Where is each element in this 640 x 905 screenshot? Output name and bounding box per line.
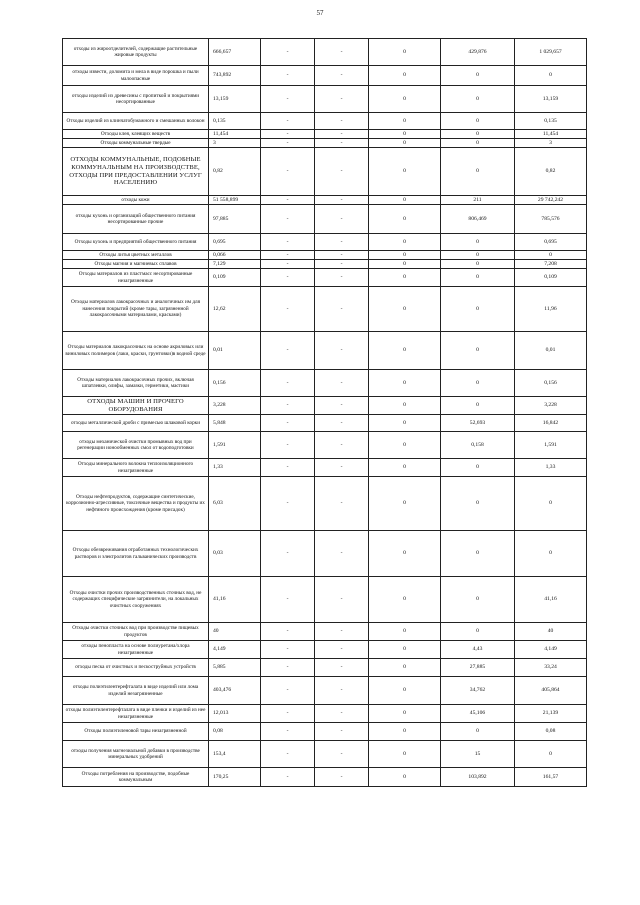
table-row [63,768,587,787]
value-cell: 0 [369,66,441,86]
value-cell: - [261,677,315,705]
value-cell: 97,885 [209,205,261,234]
table-row [63,677,587,705]
value-cell: 0 [369,641,441,659]
value-cell: 45,106 [441,705,515,723]
value-cell: - [261,113,315,130]
waste-name-cell: отходы из жироотделителей, содержащие растительные жировые продукты [63,39,209,66]
waste-name-cell: отходы механической очистки промывных вод при регенерации ионообменных смол от водоподготовки [63,432,209,459]
value-cell: - [315,139,369,148]
value-cell: 0,109 [515,269,587,287]
value-cell: - [261,269,315,287]
value-cell: 0,158 [441,432,515,459]
value-cell: - [261,741,315,768]
value-cell: 0,08 [209,723,261,741]
table-row [63,66,587,86]
value-cell: - [261,623,315,641]
value-cell: - [315,66,369,86]
waste-name-cell: отходы кухонь и организаций общественного питания несортированные прочие [63,205,209,234]
waste-name-cell: отходы полиэтилентерефталата в виде пленки и изделий из нее незагрязненные [63,705,209,723]
table-row [63,260,587,269]
value-cell: 211 [441,196,515,205]
table-row [63,477,587,531]
table-row [63,269,587,287]
value-cell: 0 [441,251,515,260]
value-cell: - [315,196,369,205]
value-cell: 0,01 [515,332,587,370]
value-cell: 34,762 [441,677,515,705]
value-cell: - [315,768,369,787]
table-row [63,577,587,623]
waste-table [62,38,587,787]
waste-name-cell: Отходы очистки сточных вод при производстве пищевых продуктов [63,623,209,641]
waste-name-cell: отходы кожи [63,196,209,205]
value-cell: - [261,705,315,723]
value-cell: - [315,205,369,234]
waste-name-cell: Отходы материалов лакокрасочных и аналогичных им для нанесения покрытий (кроме тары, загрязненной лакокрасочными материалами, красками) [63,287,209,332]
value-cell: 0 [369,269,441,287]
value-cell: 12,013 [209,705,261,723]
value-cell: 0 [515,741,587,768]
value-cell: 666,657 [209,39,261,66]
value-cell: 0 [369,86,441,113]
value-cell: - [261,577,315,623]
value-cell: 0,695 [209,234,261,251]
value-cell: 0,695 [515,234,587,251]
value-cell: 5,848 [209,415,261,432]
value-cell: 1,591 [209,432,261,459]
value-cell: 0 [369,768,441,787]
value-cell: 40 [209,623,261,641]
value-cell: 0 [441,623,515,641]
value-cell: - [315,251,369,260]
value-cell: 153,4 [209,741,261,768]
value-cell: 0,08 [515,723,587,741]
value-cell: 403,476 [209,677,261,705]
table-row [63,415,587,432]
value-cell: 0 [369,677,441,705]
value-cell: 41,16 [209,577,261,623]
waste-name-cell: отходы металлической дроби с примесью шлаковой корки [63,415,209,432]
value-cell: 21,139 [515,705,587,723]
value-cell: - [261,768,315,787]
value-cell: 0,156 [209,370,261,397]
value-cell: 13,159 [515,86,587,113]
value-cell: 103,892 [441,768,515,787]
value-cell: 0 [441,148,515,196]
waste-name-cell: Отходы литья цветных металлов [63,251,209,260]
waste-name-cell: Отходы материалов лакокрасочных на основе акриловых или виниловых полимеров (лаки, краски, грунтовки)в водной среде [63,332,209,370]
value-cell: - [261,641,315,659]
waste-name-cell: Отходы полиэтиленовой тары незагрязненной [63,723,209,741]
value-cell: 41,16 [515,577,587,623]
table-row [63,623,587,641]
table-row [63,723,587,741]
value-cell: 743,892 [209,66,261,86]
value-cell: - [315,577,369,623]
waste-name-cell: ОТХОДЫ КОММУНАЛЬНЫЕ, ПОДОБНЫЕ КОММУНАЛЬНЫМ НА ПРОИЗВОДСТВЕ, ОТХОДЫ ПРИ ПРЕДОСТАВЛЕНИИ УСЛУГ НАСЕЛЕНИЮ [63,148,209,196]
value-cell: - [315,459,369,477]
table-row [63,234,587,251]
value-cell: - [315,287,369,332]
value-cell: 0,82 [209,148,261,196]
table-row [63,130,587,139]
value-cell: 0 [441,577,515,623]
value-cell: - [315,39,369,66]
table-row [63,148,587,196]
value-cell: 0 [441,130,515,139]
value-cell: - [261,251,315,260]
value-cell: 0 [369,741,441,768]
value-cell: 0,156 [515,370,587,397]
value-cell: 4,149 [209,641,261,659]
value-cell: 0 [369,234,441,251]
value-cell: - [315,477,369,531]
value-cell: 0 [369,370,441,397]
value-cell: 0 [441,260,515,269]
waste-name-cell: отходы песка от очистных и пескоструйных устройств [63,659,209,677]
table-row [63,432,587,459]
value-cell: 0 [441,113,515,130]
waste-name-cell: Отходы кухонь и предприятий общественного питания [63,234,209,251]
value-cell: 1 029,657 [515,39,587,66]
value-cell: 0 [369,113,441,130]
value-cell: 405,864 [515,677,587,705]
waste-name-cell: ОТХОДЫ МАШИН И ПРОЧЕГО ОБОРУДОВАНИЯ [63,397,209,415]
table-row [63,332,587,370]
value-cell: 4,149 [515,641,587,659]
value-cell: 52,693 [441,415,515,432]
value-cell: - [315,113,369,130]
table-row [63,397,587,415]
value-cell: 0 [441,332,515,370]
table-row [63,287,587,332]
value-cell: - [315,397,369,415]
waste-name-cell: отходы изделий из древесины с пропиткой и покрытиями несортированные [63,86,209,113]
value-cell: 3 [209,139,261,148]
value-cell: 0,135 [209,113,261,130]
waste-name-cell: Отходы изделий из клинчатобумажного и смешанных волокон [63,113,209,130]
value-cell: - [315,86,369,113]
value-cell: - [315,677,369,705]
value-cell: - [261,477,315,531]
value-cell: 0 [515,477,587,531]
value-cell: 0 [441,66,515,86]
value-cell: 0 [441,531,515,577]
value-cell: 0 [441,287,515,332]
value-cell: - [261,205,315,234]
value-cell: 0 [369,332,441,370]
value-cell: 161,57 [515,768,587,787]
table-row [63,370,587,397]
value-cell: - [261,370,315,397]
value-cell: - [315,531,369,577]
value-cell: 51 558,899 [209,196,261,205]
table-row [63,39,587,66]
waste-name-cell: Отходы обезвреживания отработанных технологических растворов и электролитов гальванических производств [63,531,209,577]
value-cell: 0 [369,659,441,677]
value-cell: 0 [515,531,587,577]
value-cell: - [261,432,315,459]
value-cell: 12,62 [209,287,261,332]
value-cell: 1,33 [515,459,587,477]
value-cell: - [315,432,369,459]
value-cell: 0 [369,477,441,531]
table-row [63,641,587,659]
value-cell: - [315,741,369,768]
value-cell: - [315,641,369,659]
value-cell: 3 [515,139,587,148]
value-cell: - [261,332,315,370]
value-cell: 1,33 [209,459,261,477]
value-cell: 0 [441,459,515,477]
value-cell: - [315,659,369,677]
value-cell: 0 [369,251,441,260]
value-cell: - [261,415,315,432]
waste-name-cell: Отходы материалов из пластмасс несортированные незагрязненные [63,269,209,287]
value-cell: 429,876 [441,39,515,66]
table-row [63,139,587,148]
value-cell: 0,066 [209,251,261,260]
value-cell: 0 [441,477,515,531]
value-cell: 15 [441,741,515,768]
value-cell: - [261,260,315,269]
value-cell: 0 [369,415,441,432]
waste-name-cell: Отходы материалов лакокрасочных прочих, включая шпатлевки, олифы, замазки, герметики, мастики [63,370,209,397]
value-cell: 40 [515,623,587,641]
waste-name-cell: Отходы потребления на производстве, подобные коммунальным [63,768,209,787]
value-cell: - [261,531,315,577]
value-cell: 0 [369,139,441,148]
value-cell: - [261,139,315,148]
value-cell: 0 [369,705,441,723]
value-cell: 0 [369,397,441,415]
value-cell: 0 [369,130,441,139]
table-row [63,531,587,577]
value-cell: 0 [369,623,441,641]
value-cell: - [261,39,315,66]
value-cell: - [261,659,315,677]
waste-name-cell: Отходы клея, клеящих веществ [63,130,209,139]
waste-name-cell: отходы полиэтилентерефталата в виде изделий или лома изделий незагрязненные [63,677,209,705]
value-cell: - [261,66,315,86]
waste-name-cell: Отходы коммунальные твердые [63,139,209,148]
value-cell: - [315,370,369,397]
waste-name-cell: отходы извести, доломита и мела в виде порошка и пыли малоопасные [63,66,209,86]
value-cell: 806,469 [441,205,515,234]
value-cell: - [315,723,369,741]
value-cell: - [315,623,369,641]
value-cell: 0 [441,370,515,397]
value-cell: 0 [441,86,515,113]
value-cell: 3,228 [209,397,261,415]
value-cell: 11,96 [515,287,587,332]
value-cell: 0 [369,39,441,66]
table-row [63,86,587,113]
value-cell: 11,454 [209,130,261,139]
value-cell: 0 [369,196,441,205]
value-cell: - [315,130,369,139]
waste-name-cell: Отходы магния и магниевых сплавов [63,260,209,269]
value-cell: 1,591 [515,432,587,459]
page-number: 57 [316,9,324,17]
value-cell: 0 [369,432,441,459]
value-cell: - [315,148,369,196]
value-cell: 0 [441,723,515,741]
value-cell: - [261,459,315,477]
value-cell: 29 742,242 [515,196,587,205]
value-cell: 0 [369,459,441,477]
waste-name-cell: Отходы очистки прочих производственных сточных вод, не содержащих специфические загрязнители, на локальных очистных сооружениях [63,577,209,623]
waste-name-cell: Отходы минерального волокна теплоизоляционного незагрязненные [63,459,209,477]
value-cell: 4,43 [441,641,515,659]
value-cell: - [261,397,315,415]
value-cell: 0 [369,287,441,332]
value-cell: 0 [441,234,515,251]
value-cell: - [315,260,369,269]
value-cell: - [315,269,369,287]
value-cell: - [261,148,315,196]
value-cell: 7,208 [515,260,587,269]
value-cell: 27,885 [441,659,515,677]
table-row [63,205,587,234]
value-cell: 7,129 [209,260,261,269]
value-cell: 13,159 [209,86,261,113]
value-cell: 0 [369,260,441,269]
value-cell: 6,03 [209,477,261,531]
value-cell: - [261,196,315,205]
table-row [63,741,587,768]
waste-name-cell: отходы пенопласта на основе полиуретана/хлора незагрязненные [63,641,209,659]
value-cell: 3,228 [515,397,587,415]
value-cell: - [315,234,369,251]
value-cell: 0 [369,531,441,577]
value-cell: 0 [441,269,515,287]
value-cell: - [261,287,315,332]
value-cell: - [315,705,369,723]
value-cell: - [261,723,315,741]
value-cell: 0 [369,577,441,623]
value-cell: 0,03 [209,531,261,577]
value-cell: - [261,234,315,251]
value-cell: 0,01 [209,332,261,370]
value-cell: - [261,86,315,113]
value-cell: 0 [369,148,441,196]
value-cell: 0,82 [515,148,587,196]
value-cell: 0,135 [515,113,587,130]
value-cell: 170,25 [209,768,261,787]
value-cell: 0 [515,251,587,260]
table-row [63,113,587,130]
waste-name-cell: отходы получения магнезиальной добавки в производстве минеральных удобрений [63,741,209,768]
value-cell: 11,454 [515,130,587,139]
table-row [63,705,587,723]
value-cell: 0 [369,205,441,234]
value-cell: - [261,130,315,139]
value-cell: - [315,332,369,370]
table-row [63,459,587,477]
value-cell: - [315,415,369,432]
value-cell: 0 [369,723,441,741]
table-row [63,251,587,260]
value-cell: 0 [441,139,515,148]
value-cell: 5,885 [209,659,261,677]
value-cell: 33,24 [515,659,587,677]
value-cell: 16,842 [515,415,587,432]
table-row [63,659,587,677]
value-cell: 0 [515,66,587,86]
value-cell: 785,576 [515,205,587,234]
value-cell: 0 [441,397,515,415]
table-row [63,196,587,205]
waste-name-cell: Отходы нефтепродуктов, содержащие синтетические, коррозионно-агрессивные, токсичные вещества и продукты их нефтяного происхождения (кроме присадок) [63,477,209,531]
value-cell: 0,109 [209,269,261,287]
